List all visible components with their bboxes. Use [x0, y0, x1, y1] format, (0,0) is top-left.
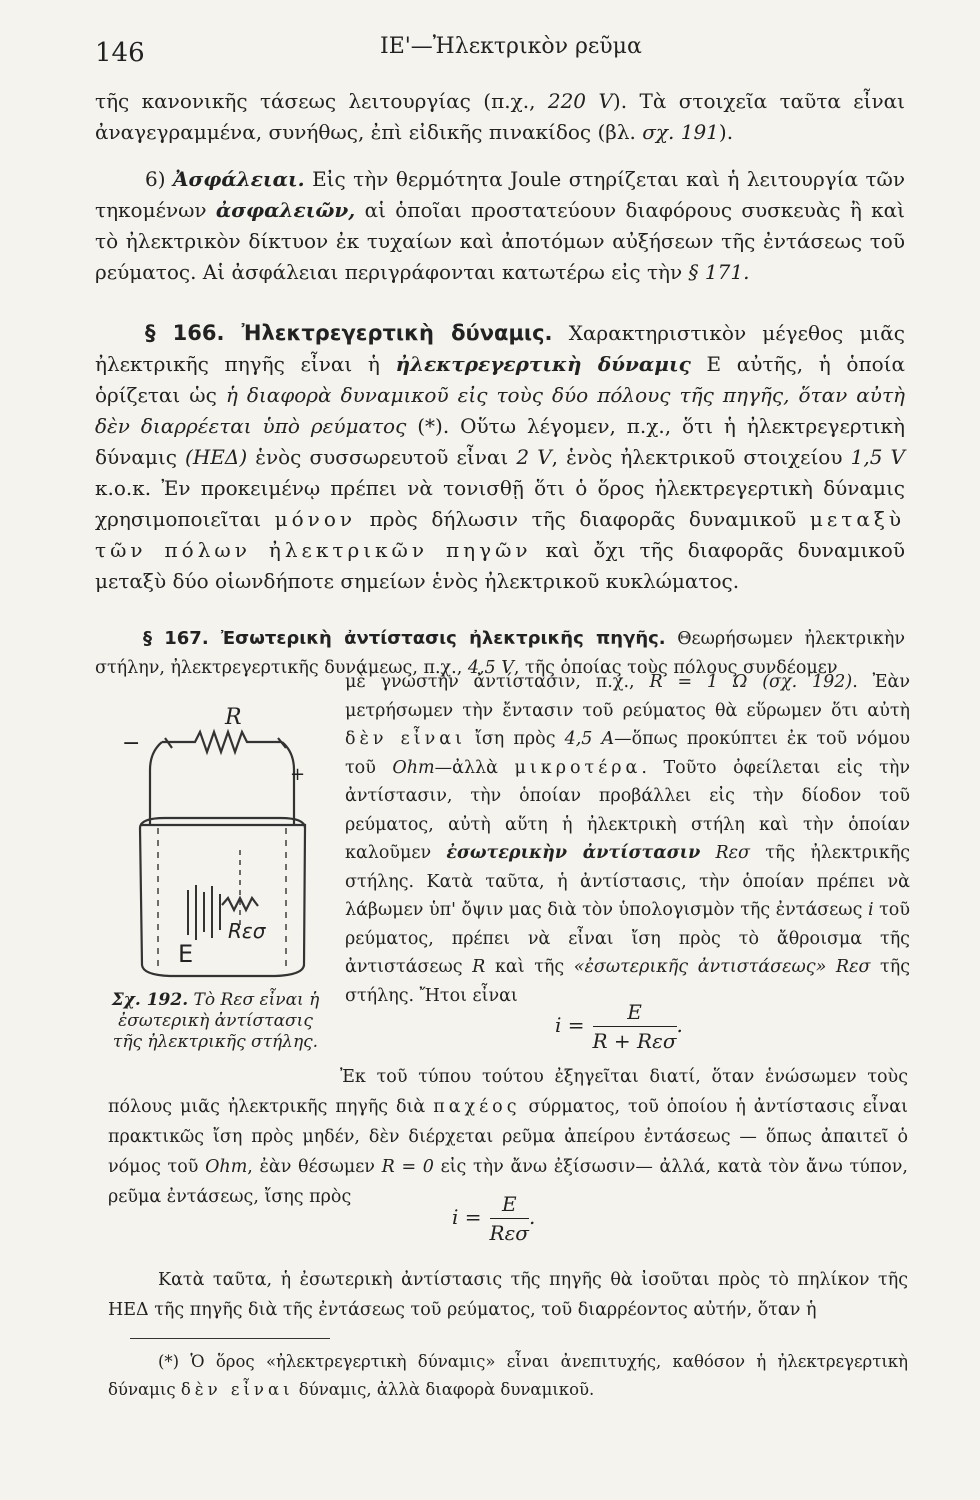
paragraph-short-circuit: Ἐκ τοῦ τύπου τούτου ἐξηγεῖται διατί, ὅταν ἑνώσωμεν τοὺς πόλους μιᾶς ἠλεκτρικῆς πηγῆς διὰ παχέος σύρματος, τοῦ ὁποίου ἡ ἀντίστασις εἶναι πρακτικῶς ἴση πρὸς μηδέν, δὲν διέρχεται ρεῦμα ἀπείρου ἐντάσεως — ὅπως ἀπαιτεῖ ὁ νόμος τοῦ Ohm, ἐὰν θέσωμεν R = 0 εἰς τὴν ἄνω ἐξίσωσιν— ἀλλά, κατὰ τὸν ἄνω τύπον, ρεῦμα ἐντάσεως, ἴσης πρὸς — [108, 1067, 908, 1207]
running-header — [95, 28, 915, 68]
battery-circuit-diagram — [110, 700, 330, 990]
paragraph-continuation: τῆς κανονικῆς τάσεως λειτουργίας (π.χ., 220 V). Τὰ στοιχεῖα ταῦτα εἶναι ἀναγεγραμμένα, συνήθως, ἐπὶ εἰδικῆς πινακίδος (βλ. σχ. 191). — [95, 89, 906, 144]
formula-short-circuit-current: i = $\frac{E}{\text{Rεσ}}$ . — [452, 1192, 536, 1245]
paragraph-conclusion: Κατὰ ταῦτα, ἡ ἐσωτερικὴ ἀντίστασις τῆς πηγῆς θὰ ἰσοῦται πρὸς τὸ πηλίκον τῆς ΗΕΔ τῆς πηγῆς διὰ τῆς ἐντάσεως τοῦ ρεύματος, τοῦ διαρρέοντος αὐτήν, ὅταν ἡ — [108, 1270, 908, 1320]
item-title: Ἀσφάλειαι. — [172, 167, 305, 191]
formula-total-resistance: i = $\frac{E}{\text{R + Rεσ}}$ . — [555, 1000, 683, 1053]
left-wire — [150, 742, 162, 825]
resistor-symbol — [162, 732, 282, 752]
figure-192 — [110, 700, 330, 990]
battery-body — [140, 828, 305, 976]
label-minus: − — [122, 731, 141, 756]
caption-number: Σχ. 192. — [111, 990, 189, 1010]
footnote-rule — [130, 1338, 330, 1339]
battery-top — [140, 825, 305, 828]
section-167-intro: § 167. Ἐσωτερικὴ ἀντίστασις ἠλεκτρικῆς πηγῆς. Θεωρήσωμεν ἠλεκτρικὴν στήλην, ἠλεκτρεγερτικῆς δυνάμεως, π.χ., 4,5 V, τῆς ὁποίας τοὺς πόλους συνδέομεν — [95, 628, 905, 678]
section-heading-166: § 166. Ἠλεκτρεγερτικὴ δύναμις. — [145, 321, 553, 345]
section-reference: § 171. — [688, 260, 750, 284]
section-167-side-text: μὲ γνωστὴν ἀντίστασιν, π.χ., R = 1 Ω (σχ. 192). Ἐὰν μετρήσωμεν τὴν ἔντασιν τοῦ ρεύματος θὰ εὕρωμεν ὅτι αὐτὴ δὲν εἶναι ἴση πρὸς 4,5 A—ὅπως προκύπτει ἐκ τοῦ νόμου τοῦ Ohm—ἀλλὰ μικροτέρα. Τοῦτο ὀφείλεται εἰς τὴν ἀντίστασιν, τὴν ὁποίαν προβάλλει εἰς τὴν δίοδον τοῦ ρεύματος, αὐτὴ αὕτη ἡ ἠλεκτρικὴ στήλη καὶ τὴν ὁποίαν καλοῦμεν ἐσωτερικὴν ἀντίστασιν Rεσ τῆς ἠλεκτρικῆς στήλης. Κατὰ ταῦτα, ἡ ἀντίστασις, τὴν ὁποίαν πρέπει νὰ λάβωμεν ὑπ' ὄψιν μας διὰ τὸν ὑπολογισμὸν τῆς ἐντάσεως i τοῦ ρεύματος, πρέπει νὰ εἶναι ἴση πρὸς τὸ ἄθροισμα τῆς ἀντιστάσεως R καὶ τῆς «ἐσωτερικῆς ἀντιστάσεως» Rεσ τῆς στήλης. Ἤτοι εἶναι — [345, 672, 911, 1006]
section-166: § 166. Ἠλεκτρεγερτικὴ δύναμις. Χαρακτηριστικὸν μέγεθος μιᾶς ἠλεκτρικῆς πηγῆς εἶναι ἡ ἠλεκτρεγερτικὴ δύναμις E αὐτῆς, ἡ ὁποία ὁρίζεται ὡς ἡ διαφορὰ δυναμικοῦ εἰς τοὺς δύο πόλους τῆς πηγῆς, ὅταν αὐτὴ δὲν διαρρέεται ὑπὸ ρεύματος (*). Οὕτω λέγομεν, π.χ., ὅτι ἡ ἠλεκτρεγερτικὴ δύναμις (ΗΕΔ) ἑνὸς συσσωρευτοῦ εἶναι 2 V, ἑνὸς ἠλεκτρικοῦ στοιχείου 1,5 V κ.ο.κ. Ἐν προκειμένῳ πρέπει νὰ τονισθῇ ὅτι ὁ ὅρος ἠλεκτρεγερτικὴ δύναμις χρησιμοποιεῖται μόνον πρὸς δήλωσιν τῆς διαφορᾶς δυναμικοῦ μεταξὺ τῶν πόλων ἠλεκτρικῶν πηγῶν καὶ ὄχι τῆς διαφορᾶς δυναμικοῦ μεταξὺ δύο οἱωνδήποτε σημείων ἑνὸς ἠλεκτρικοῦ κυκλώματος. — [95, 321, 905, 593]
label-plus: + — [290, 764, 306, 785]
figure-caption — [108, 990, 323, 1053]
term-emf: ἠλεκτρεγερτικὴ δύναμις — [395, 352, 691, 376]
emf-definition: ἡ διαφορὰ δυναμικοῦ εἰς τοὺς δύο πόλους τῆς πηγῆς, ὅταν αὐτὴ δὲν διαρρέεται ὑπὸ ρεύματος — [95, 383, 905, 438]
running-title: ΙΕ'—Ἠλεκτρικὸν ρεῦμα — [380, 34, 642, 59]
section-heading-167: § 167. Ἐσωτερικὴ ἀντίστασις ἠλεκτρικῆς πηγῆς. — [143, 628, 666, 649]
voltage-value: 220 V — [547, 89, 613, 113]
caption-text: Τὸ Rεσ εἶναι ἡ ἐσωτερικὴ ἀντίστασις τῆς ἠλεκτρικῆς στήλης. — [112, 990, 320, 1052]
term-internal-resistance: ἐσωτερικὴν ἀντίστασιν — [446, 843, 701, 863]
page-number: 146 — [95, 38, 145, 68]
figure-reference: σχ. 191 — [642, 120, 719, 144]
label-e: E — [178, 940, 194, 968]
footnote: (*) Ὁ ὅρος «ἠλεκτρεγερτικὴ δύναμις» εἶναι ἀνεπιτυχής, καθόσον ἡ ἠλεκτρεγερτικὴ δύναμις δὲν εἶναι δύναμις, ἀλλὰ διαφορὰ δυναμικοῦ. — [108, 1352, 908, 1399]
term-fuses: ἀσφαλειῶν, — [215, 198, 356, 222]
paragraph-fuses: 6) Ἀσφάλειαι. Εἰς τὴν θερμότητα Joule στηρίζεται καὶ ἡ λειτουργία τῶν τηκομένων ἀσφαλειῶν, αἱ ὁποῖαι προστατεύουν διαφόρους συσκευὰς ἢ καὶ τὸ ἠλεκτρικὸν δίκτυον ἐκ τυχαίων καὶ ἀποτόμων αὐξήσεων τῆς ἐντάσεως τοῦ ρεύματος. Αἱ ἀσφάλειαι περιγράφονται κατωτέρω εἰς τὴν § 171. — [95, 167, 906, 284]
label-res: Rεσ — [228, 919, 266, 943]
label-r: R — [225, 705, 242, 730]
